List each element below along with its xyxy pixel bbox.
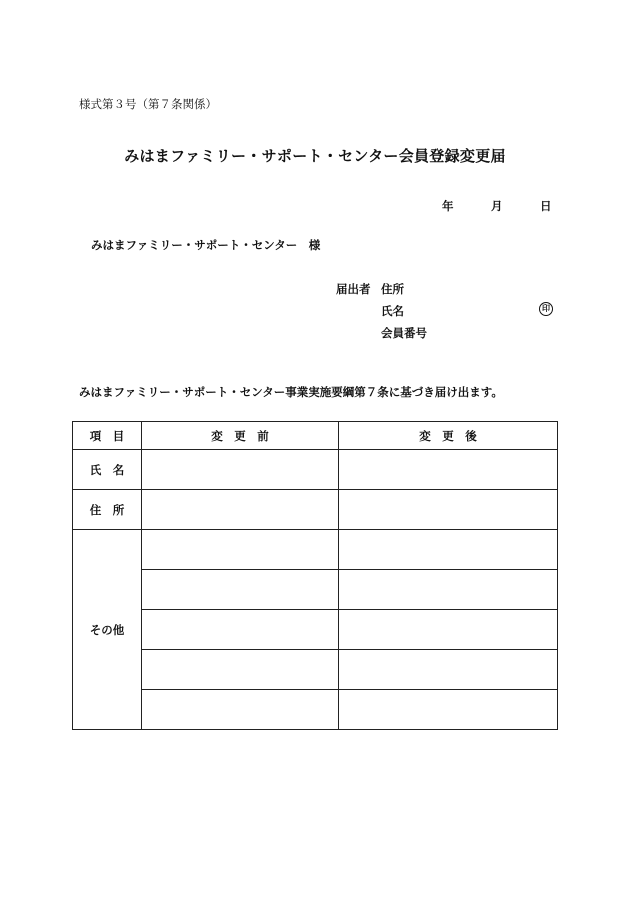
- submitter-label: 届出者: [336, 282, 371, 296]
- other-before-cell[interactable]: [142, 570, 339, 610]
- date-year-label: 年: [442, 199, 454, 213]
- header-before: 変 更 前: [142, 422, 339, 450]
- seal-mark: 印: [539, 302, 553, 316]
- name-before-cell[interactable]: [142, 450, 339, 490]
- other-before-cell[interactable]: [142, 690, 339, 730]
- form-number: 様式第３号（第７条関係）: [79, 97, 217, 111]
- name-after-cell[interactable]: [339, 450, 558, 490]
- other-before-cell[interactable]: [142, 530, 339, 570]
- header-after: 変 更 後: [339, 422, 558, 450]
- table-row-other: [73, 610, 558, 650]
- address-after-cell[interactable]: [339, 490, 558, 530]
- other-after-cell[interactable]: [339, 610, 558, 650]
- table-row-other: [73, 530, 558, 570]
- statement-text: みはまファミリー・サポート・センター事業実施要綱第７条に基づき届け出ます。: [79, 385, 503, 399]
- page-title: みはまファミリー・サポート・センター会員登録変更届: [124, 147, 506, 165]
- address-before-cell[interactable]: [142, 490, 339, 530]
- address-label: 住所: [381, 282, 404, 296]
- table-row-address: [73, 490, 558, 530]
- date-day-label: 日: [540, 199, 552, 213]
- table-row-other: [73, 570, 558, 610]
- other-after-cell[interactable]: [339, 650, 558, 690]
- date-month-label: 月: [491, 199, 503, 213]
- other-after-cell[interactable]: [339, 530, 558, 570]
- member-number-label: 会員番号: [381, 326, 427, 340]
- table-row-other: [73, 690, 558, 730]
- change-table: [72, 421, 558, 730]
- other-after-cell[interactable]: [339, 570, 558, 610]
- name-label: 氏名: [381, 304, 404, 318]
- other-before-cell[interactable]: [142, 650, 339, 690]
- addressee: みはまファミリー・サポート・センター 様: [91, 238, 321, 252]
- other-before-cell[interactable]: [142, 610, 339, 650]
- row-label-other: その他: [73, 530, 142, 730]
- table-header-row: [73, 422, 558, 450]
- other-after-cell[interactable]: [339, 690, 558, 730]
- table-row-other: [73, 650, 558, 690]
- header-item: 項 目: [73, 422, 142, 450]
- table-row-name: [73, 450, 558, 490]
- row-label-name: 氏 名: [73, 450, 142, 490]
- row-label-address: 住 所: [73, 490, 142, 530]
